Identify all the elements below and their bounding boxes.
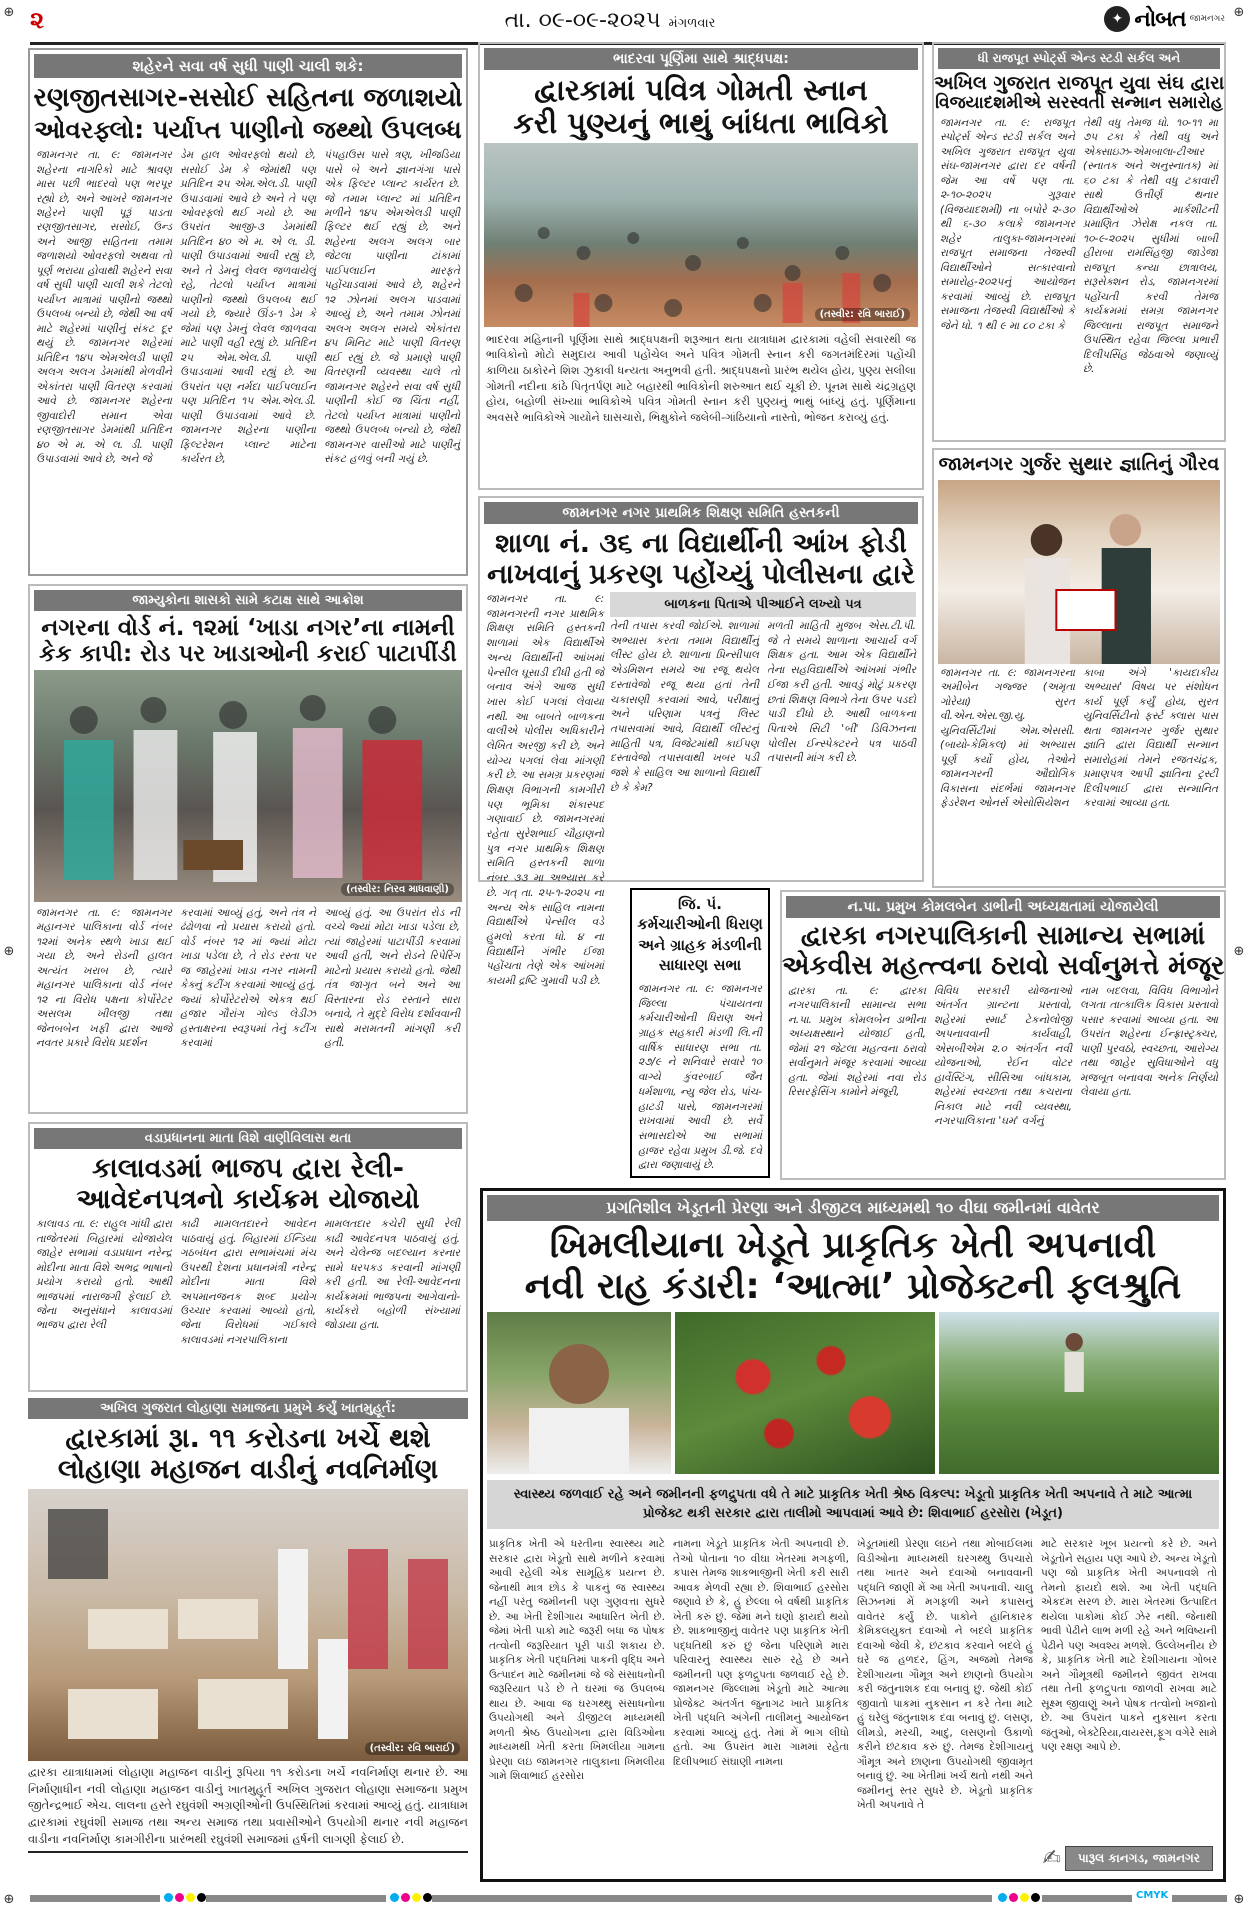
page-number: ૨ [30,6,45,34]
article-column: પંપહાઉસ પાસે ત્રણ, ખીજડિયા પાસે બે અને જ્ઞાનગંગા પાસે એક ફિલ્ટર પ્લાન્ટ કાર્યરત છે. જે તમામ પ્લાન્ટ માં પ્રતિદિન મળીને ૧૪૫ એમએલડી પાણી ફિલ્ટર થઈ રહ્યું છે, અને શહેરના અલગ અલગ બાર જેટલા પાણીના ટાંકામાં પાઈપલાઈન મારફતે પહોંચાડવામાં આવે છે, શહેરને ૧૨ ઝોનમાં અલગ પાડવામાં આવ્યું છે, અને તમામ ઝોનમાં અલગ અલગ સમયે એકાંતરા ૪૫ મિનિટ માટે પાણી વિતરણ થઈ રહ્યું છે. જે પ્રમાણે પાણી વિતરણની વ્યવસ્થા ચાલે તો જામનગર શહેરને સવા વર્ષ સુધી પાણીની કોઈ જ ચિંતા નહીં, તેટલો પર્યાપ્ત માત્રામાં પાણીનો જથ્થો ઉપલબ્ધ બન્યો છે, જેથી જામનગર વાસીઓ માટે પાણીનું સંકટ હળવું બની ગયું છે. [324,149,460,466]
registration-mark-icon: ⊕ [3,944,15,959]
byline-name: પારૂલ કાનગડ, જામનગર [1065,1846,1213,1871]
headline-line-2: કરી પુણ્યનું ભાથું બાંધતા ભાવિકો [513,106,889,141]
headline-line-2: એકવીસ મહત્ત્વના ઠરાવો સર્વાનુમત્તે મંજૂર [782,950,1225,981]
headline-line-2: વિજયાદશમીએ સરસ્વતી સન્માન સમારોહ [935,93,1223,114]
registration-mark-icon: ⊕ [3,5,15,20]
story-lohana [28,1398,468,1886]
swatch-magenta-icon [175,1893,184,1902]
headline-line-1: કાલાવડમાં ભાજપ દ્વારા રેલી- [92,1153,404,1184]
article-column: પ્રાકૃતિક ખેતી એ ધરતીના સ્વાસ્થ્ય માટે સરકાર દ્વારા ખેડૂતો સાથે મળીને કરવામાં આવી રહેલી એક સામૂહિક પ્રયત્ન છે. જેનાથી માત્ર છોડ કે પાકનું જ સ્વાસ્થ્ય નહીં પરંતુ જમીનની પણ ગુણવત્તા સુધરે છે. આ ખેતી દેશીગાય આધારિત ખેતી છે. જેમાં ખેતી પાકો માટે જરૂરી બધા જ પોષક તત્વોની જરૂરિયાત પૂરી પાડી શકાય છે. પ્રાકૃતિક ખેતી પદ્ધતિમાં પાકની વૃદ્ધિ અને ઉત્પાદન માટે જમીનમાં જે જે સંસાધનોની જરૂરિયાત પડે છે તે ઘરમાં જ ઉપલબ્ધ થાય છે. આવા જ ઘરગથ્થુ સંસાધનોના ઉપયોગથી અને ડીજીટલ માધ્યમથી મળતી શ્રેષ્ઠ ઉપયોગના દ્વારા વિડિઓના માધ્યમથી ખેતી કરતા ખિમલીયા ગામના પ્રેરણા લઇ જામનગર તાલુકાના ખિમલીયા ગામે શિવાભાઈ હરસોરા [489,1538,665,1783]
article-column: જામનગર તા. ૯: જામનગરની નગર પ્રાથમિક શિક્ષણ સમિતિ હસ્તકની શાળામાં એક વિદ્યાર્થીએ અન્ય વિદ્યાર્થીની આંખમાં પેન્સીલ ઘૂસાડી દીધી હતી જે બનાવ અંગે આજ સુધી ખાસ કોઈ પગલાં લેવાયા નથી. આ બાબતે બાળકના વાલીએ પોલીસ અધિકારીને લેખિત અરજી કરી છે, અને યોગ્ય પગલાં લેવા માંગણી કરી છે. આ સમગ્ર પ્રકરણમાં શિક્ષણ વિભાગની કામગીરી પણ ભૂમિકા શંકાસ્પદ ગણાવાઈ છે. જામનગરમાં રહેતા સુરેશભાઈ ચૌહાણનો પુત્ર નગર પ્રાથમિક શિક્ષણ સમિતિ હસ્તકની શાળા નંબર ૩૩ મા અભ્યાસ કરે છે. ગત્ તા. ૨૫-૧-૨૦૨૫ ના અન્ય એક સાહિલ નામના વિદ્યાર્થીએ પેન્સીલ વડે હુમલો કરતા ધો. ૪ ના વિદ્યાર્થીને ગંભીર ઈજા પહોંચતા તેણે એક આંખમાં કાયમી દ્રષ્ટિ ગુમાવી પડી છે. [486,593,604,987]
article-column: મામલતદાર કચેરી સુધી રેલી કાઢી આવેદનપત્ર પાઠવાયું હતું. અને ચેલેન્જ બદલ્યાન કરનાર સામે ધરપકડ કરવાની માંગણી કરી હતી. આ રેલી-આવેદનના કાર્યક્રમમાં ભાજપના આગેવાનો-કાર્યકરો બહોળી સંખ્યામાં જોડાયા હતા. [324,1218,460,1332]
kicker: અખિલ ગુજરાત લોહાણા સમાજના પ્રમુખે કર્યું ખાતમુહૂર્ત: [28,1398,468,1419]
headline-line-2: કેક કાપી: રોડ પર ખાડાઓની કરાઈ પાટાપીંડી [39,641,457,668]
article-body [30,904,466,1076]
article-column: દ્વારકા તા. ૯: દ્વારકા નગરપાલિકાની સામાન્ય સભા ન.પા. પ્રમુખ કોમલબેન ડાભીના અધ્યક્ષસ્થાને યોજાઈ હતી, જેમાં ૨૧ જેટલા મહત્વના ઠરાવો સર્વાનુમતે મંજૂર કરવામાં આવ્યા હતા. જેમાં શહેરમાં નવા રોડ રિસરફેસિંગ કામોને મંજૂરી, [788,984,926,1099]
swatch-yellow-icon [412,1893,421,1902]
article-column: જામનગર તા. ૯: જામનગર મહાનગર પાલિકાના વોર્ડ નંબર ૧૨માં અનેક સ્થળે ખાડા થઈ ગયા છે, અને રોડની હાલત અત્યંત ખરાબ છે, ત્યારે મહાનગર પાલિકાના વોર્ડ નંબર ૧૨ ના વિરોધ પક્ષના કોર્પોરેટર અસલમ ખીલજી તથા જેનબબેન ખફી દ્વારા આજે નવતર પ્રકારે વિરોધ પ્રદર્શન [36,906,172,1050]
print-bar [1172,1895,1227,1902]
headline-line-1: અખિલ ગુજરાત રાજપૂત યુવા સંઘ દ્વારા [934,73,1225,94]
photo-gomti-ghat [484,143,918,327]
article-column: મળતી માહિતી મુજબ એસ.ટી.પી. જે તે સમયે શાળાના આચાર્ય વર્ગ શિક્ષક હતા. આમ એક વિદ્યાર્થીને તેના સહવિદ્યાર્થીએ આંખમાં ગંભીર ઈજા કરી હતી. આવડું મોટું પ્રકરણ છતાં શિક્ષણ વિભાગે તેના ઉપર પડદો પાડી દીધો છે. આથી બાળકના પિતાએ સિટી 'બી' ડિવિઝનના પોલીસ ઈન્સ્પેક્ટરને પત્ર પાઠવી તપાસની માંગ કરી છે. [767,620,916,765]
byline [1043,1846,1213,1871]
newspaper-logo [1104,6,1225,32]
photo-bhoomi-pujan [28,1489,468,1761]
story-ward12 [28,584,468,1114]
masthead [30,6,1225,40]
swatch-magenta-icon [401,1893,410,1902]
print-bar [1042,1895,1132,1902]
story-sutar [932,448,1226,888]
kicker: જામ્યુકોના શાસકો સામે કટાક્ષ સાથે આક્રોશ [34,590,462,611]
cmyk-label [1136,1890,1168,1901]
story-kalavad [28,1122,468,1392]
kicker: વડાપ્રધાનના માતા વિશે વાણીવિલાસ થતા [34,1128,462,1149]
article-column: ખેડૂતમાંથી પ્રેરણા લઇને તથા મોબાઈલમાં વિડીઓના માધ્યમથી ઘરગથ્થુ ઉપચારો તથા ખાતર અને દવાઓ બનાવવાની પદ્ધતિ જાણી મેં આ ખેતી અપનાવી. ચાલુ સિઝનમાં મેં મગફળી અને કપાસનું વાવેતર કર્યું છે. પાકોને હાનિકારક કેમિકલયુક્ત દવાઓ ને બદલે પ્રાકૃતિક દવાઓ જેવી કે, છંટકાવ કરવાને બદલે હું ઘરે જ હળદર, હિંગ, અજમો તેમજ દેશીગાયના ગૌમૂત્ર અને છાણનો ઉપયોગ કરી જંતુનાશક દવા બનાવું છું. જેથી કોઈ જીવાતો પાકમાં નુકસાન ન કરે તેના માટે હું ઘરેલું જંતુનાશક દવા બનાવું છું. લસણ, લીમડો, મરચી, આદું, લસણનો ઉકાળો કરીને છંટકાવ કરું છું. તેમજ દેશીગાયનું ગૌમૂત્ર અને છાણના ઉપયોગથી જીવામૃત બનાવું છું. આ ખેતીમાં ખર્ચ થતો નથી અને જમીનનું સ્તર સુધરે છે. ખેડૂતો પ્રાકૃતિક ખેતી અપનાવે તે [857,1538,1033,1812]
article-column: માટે સરકાર ખૂબ પ્રયત્નો કરે છે. અને ખેડૂતોને સહાય પણ આપે છે. અન્ય ખેડૂતો પણ જો પ્રાકૃતિક ખેતી અપનાવશે તો તેમનો ફાયદો થશે. આ ખેતી પદ્ધતિ એકદમ સરળ છે. મારા ખેતરમાં ઉત્પાદિત થયેલા પાકોમાં કોઈ ઝેર નથી. જેનાથી ભાવી પેઢીને લાભ મળી રહે અને ભવિષ્યની પેઢીને પણ અવશ્ય મળશે. ઉલ્લેખનીય છે કે, પ્રાકૃતિક ખેતી માટે દેશીગાયના ગોબર અને ગૌમૂત્રથી જમીનને જીવંત રાખવા તથા તેની ફળદ્રુપતા જાળવી રાખવા માટે સૂક્ષ્મ જીવાણું અને પોષક તત્વોનો ખજાનો છે. આ ઉપરાંત પાકને નુકસાન કરતા જંતુઓ, બેક્ટેરિયા,વાયરસ,ફૂગ વગેરે સામે પણ રક્ષણ આપે છે. [1041,1538,1217,1754]
headline: જામનગર ગુર્જર સુથાર જ્ઞાતિનું ગૌરવ [938,453,1220,475]
photo-credit: (તસ્વીર: રવિ બારાઈ) [365,1742,460,1755]
headline-line-1: દ્વારકામાં રૂા. ૧૧ કરોડના ખર્ચે થશે [65,1423,431,1454]
registration-mark-icon: ⊕ [3,1892,15,1907]
color-swatches [390,1893,432,1902]
weekday: મંગળવાર [668,16,716,31]
article-column: તેથી વધુ તેમજ ધો. ૧૦-૧૧ મા ૭૫ ટકા કે તેથી વધુ અને એક્સાઇઝ-એમબાલા-ટીઆર (સ્નાતક અને અનુસ્નાતક) માં ૬૦ ટકા કે તેથી વધુ ટકાવારી સાથે ઉત્તીર્ણ થનાર વિદ્યાર્થીઓએ માર્કશીટની પ્રમાણિત ઝેરોક્ષ નકલ તા. ૧૦-૯-૨૦૨૫ સુધીમાં બાબી હીરાબા રામસિંહજી જાડેજા રાજપૂત કન્યા છાત્રાલય, સરૂસેક્શન રોડ, જામનગરમાં પહોંચતી કરવી તેમજ કાર્યક્રમમાં સમગ્ર જામનગર જિલ્લાના રાજપૂત સમાજને ઉપસ્થિત રહેવા જિલ્લા પ્રભારી દિલીપસિંહ જેઠવાએ જણાવ્યું છે. [1083,116,1218,376]
color-swatches [164,1893,206,1902]
logo-text: નોબત [1134,6,1186,32]
award-illustration [938,480,1220,664]
article-column: ડેમ હાલ ઓવરફ્લો થયો છે, સસોઈ ડેમ કે જેમાંથી પણ પ્રતિદિન ૨૫ એમ.એલ.ડી. પાણી ઉપાડવામાં આવે છે અને તે પણ ઓવરફ્લો થઈ ગયો છે. આ ઉપરાંત આજી-૩ ડેમમાંથી પ્રતિદિન ૪૦ એ મ. એ લ. ડી. પાણી ઉપાડવામાં આવી રહ્યું છે, અને તે ડેમનું લેવલ જળવાયેલું રહે, તેટલો પર્યાપ્ત માત્રામાં પાણીનો જથ્થો ઉપલબ્ધ થઈ ગયો છે, જ્યારે ઊંડ-૧ ડેમ કે જેમાં પણ ડેમનું લેવલ જાળવવા માટે પાણી વહી રહ્યું છે. પ્રતિદિન ૨૫ એમ.એલ.ડી. પાણી ઉપાડવામાં આવી રહ્યું છે. આ ઉપરાંત પણ નર્મદા પાઈપલાઈન પણ પ્રતિદિન ૧૫ એમ.એલ.ડી. પાણી ઉપાડવામાં આવે છે. જામનગર શહેરના પાણીના ફિલ્ટરેશન પ્લાન્ટ માટેના કાર્યરત છે, [180,149,316,466]
article-column: જામનગર તા. ૯: જામનગર શહેરના નાગરિકો માટે શ્રાવણ માસ પછી ભાદરવો પણ ભરપૂર રહ્યો છે, અને આખરે જામનગર શહેરને પાણી પૂરૂં પાડતા રણજીતસાગર, સસોઈ, ઉન્ડ અને આજી સહિતના તમામ જળાશયો ઓવરફ્લો અથવા તો પૂર્ણ ભરાયા હોવાથી શહેરને સવા વર્ષ સુધી પાણી ચાલી શકે તેટલો પર્યાપ્ત માત્રામાં પાણીનો જથ્થો ઉપલબ્ધ બન્યો છે, જેથી આ વર્ષ માટે શહેરમાં પાણીનું સંકટ દૂર થયું છે. જામનગર શહેરમાં પ્રતિદિન ૧૪૫ એમએલડી પાણી અલગ અલગ ડેમમાંથી મેળવીને એકાંતરા પાણી વિતરણ કરવામાં આવે છે. જામનગર શહેરના જીવાદોરી સમાન એવા રણજીતસાગર ડેમમાંથી પ્રતિદિન ૪૦ એ મ. એ લ. ડી. પાણી ઉપાડવામાં આવે છે, અને જે [36,149,172,466]
inset-letter [610,592,916,858]
article-column: તેની તપાસ કરવી જોઈએ. શાળામાં અભ્યાસ કરતા તમામ વિદ્યાર્થીનું લીસ્ટ હોય છે. શાળાના પ્રિન્સીપાલ એડમિશન સમયે આ રજૂ થયેલ દસ્તાવેજો રજૂ થયા હતાં તેની ચકાસણી કરવામાં આવે, પરીક્ષાનું અને પરિણામ પત્રનું લિસ્ટ તપાસવામાં આવે, વિદ્યાર્થી લીસ્ટનું માહિતી પત્ર, વિજેટમાંથી કાઈપણ દસ્તાવેજો તપાસવાથી ખબર પડી જશે કે સાહિલ આ શાળાનો વિદ્યાર્થી છે કે કેમ? [610,620,759,794]
swatch-cyan-icon [390,1893,399,1902]
story-jp-employees [630,888,770,1178]
photo-farmer-portrait [487,1312,671,1474]
swatch-yellow-icon [1020,1893,1029,1902]
headline: જિ. પં. કર્મચારીઓની ધિરાણ અને ગ્રાહક મંડળીની સાધારણ સભા [637,895,763,974]
photo-award [938,480,1220,664]
article-column: કરવામાં આવ્યું હતું, અને તંત્ર ને ઢંઢોળવા નો પ્રયાસ કરાયો હતો. વોર્ડ નંબર ૧૨ માં જ્યાં મોટા ખાડા પડેલા છે, તે રોડ રસ્તા પર જ જાહેરમાં ખાડા નગર નામની કેક્નું કટીંગ કરવામાં આવ્યું હતું. જ્યાં કોર્પોરેટરોએ એકત્ર થઈ હજાર ગૌરાંગ ગોલ્ડ લેડીઝ હસ્તાક્ષરના સ્વરૂપમાં તેનું કટીંગ કરવામાં [180,906,316,1050]
cmyk-text: CMYK [1136,1890,1169,1901]
headline-line-1: શાળા નં. ૩૬ ના વિદ્યાર્થીની આંખ ફોડી [495,528,907,559]
headline-line-2: લોહાણા મહાજન વાડીનું નવનિર્માણ [57,1454,439,1486]
article-body [934,114,1224,414]
kicker: શહેરને સવા વર્ષ સુધી પાણી ચાલી શકે: [34,54,462,78]
article-body [30,1215,466,1363]
article-body: જામનગર તા. ૯: જામનગર જિલ્લા પંચાયતના કર્મચારીઓની ધિરાણ અને ગ્રાહક સહકારી મંડળી લિ.ની વાર્ષિક સાધારણ સભા તા. ૨૭/૯ ને શનિવારે સવારે ૧૦ વાગ્યે કુંવરબાઈ જૈન ધર્મશાળા, ન્યુ જેલ રોડ, પાંચ-હાટડી પાસે, જામનગરમાં રાખવામાં આવી છે. સર્વે સભાસદોએ આ સભામાં હાજર રહેવા પ્રમુખ ડી.જે. દવે દ્વારા જણાવાયું છે. [638,983,762,1172]
article-body [30,146,466,530]
kicker: ન.પા. પ્રમુખ કોમલબેન ડાભીની અધ્યક્ષતામાં યોજાયેલી [786,896,1220,918]
swatch-cyan-icon [164,1893,173,1902]
farmer-illustration [487,1312,671,1474]
registration-mark-icon: ⊕ [1233,944,1245,959]
photo-cake-cutting [34,670,462,902]
article-body [782,982,1224,1154]
story-farmer [480,1188,1226,1882]
registration-mark-icon: ⊕ [1233,1892,1245,1907]
article-column: જામનગર તા. ૯: રાજપૂત સ્પોર્ટ્સ એન્ડ સ્ટડી સર્કલ અને અખિલ ગુજરાત રાજપૂત યુવા સંઘ-જામનગર દ્વારા દર વર્ષની જેમ આ વર્ષે પણ તા. ૨-૧૦-૨૦૨૫ ગુરૂવાર (વિજયાદશમી) ના બપોરે ૨-૩૦ થી ૬-૩૦ કલાકે જામનગર શહેર તાલુકા-જામનગરમાં રાજપૂત સમાજના તેજસ્વી વિદ્યાર્થીઓને સત્કારવાનો સમારોહ-૨૦૨૫નું આયોજન કરવામાં આવ્યું છે. રાજપૂત સમાજના તેજસ્વી વિદ્યાર્થીઓ કે જેને ધો. ૧ થી ૯ મા ૮૦ ટકા કે [940,116,1075,332]
field-illustration [939,1312,1219,1474]
photo-credit: (તસ્વીર: નિરવ માધવાણી) [341,883,454,896]
date: તા. ૦૯-૦૯-૨૦૨૫ [504,8,661,33]
article-column: કાઢી મામલતદારને આવેદન પાઠવાયું હતું. બિહારમાં ઈન્ડિયા ગઠબંધન દ્વારા સભામંચમાં મંચ ઉપરથી દેશના પ્રધાનમંત્રી નરેન્દ્ર મોદીના માતા વિશે અપમાનજનક શબ્દ પ્રયોગ ઉચ્ચાર કરવામાં આવ્યો હતો, જેના વિરોધમાં ગઈકાલે કાલાવડમાં નગરપાલિકાના [180,1218,316,1346]
headline-line-1: દ્વારકામાં પવિત્ર ગોમતી સ્નાન [534,73,868,107]
kicker: જામનગર નગર પ્રાથમિક શિક્ષણ સમિતિ હસ્તકની [484,502,918,524]
photo-chilli-crop [675,1312,935,1474]
swatch-black-icon [1031,1893,1040,1902]
print-bar [206,1895,386,1902]
color-swatches [998,1893,1040,1902]
crowd-illustration [484,143,918,327]
article-column: જામનગર તા. ૯: જામનગરના અમીબેન ગજ્જર (અમૃતા ગોરેયા) સુરત વી.એન.એસ.જી.યુ. યુનિવર્સિટીમાં એમ.એસસી. (બાયો-કેમિકલ) માં અભ્યાસ પૂર્ણ કર્યો હોય, તેઓને જામનગરની ઔદ્યોગિક વિકાસના સંદર્ભમાં જામનગર ફેડરેશન ઓનર્સ એસોસિયેશન [940,666,1075,810]
headline-line-2: આવેદનપત્રનો કાર્યક્રમ યોજાયો [76,1184,420,1216]
article-body: ભાદરવા મહિનાની પૂર્ણિમા સાથે શ્રાદ્ધપક્ષની શરૂઆત થતા યાત્રાધામ દ્વારકામાં વહેલી સવારથી જ ભાવિકોનો મોટો સમુદાય આવી પહોંચેલ અને પવિત્ર ગોમતી સ્નાન કરી જગતમંદિરમાં પહોંચી કાળિયા ઠાકોરને શિશ ઝુકાવી ધન્યતા અનુભવી હતી. શ્રાદ્ધપક્ષનો પ્રારંભ થયેલ હોય, પુણ્ય સલીલા ગોમતી નદીના કાંઠે પિતૃતર્પણ માટે બહારથી ભાવિકોની શરુઆત થઈ ચૂકી છે. પૂનમ સાથે ચંદ્રગ્રહણ હોય, બહોળી સંખ્યાાં ભાવિકોએ પવિત્ર ગોમતી સ્નાન કરી પુણ્યનું ભાથું બાંધ્યું હતું. પૂર્ણિમાના અવસરે ભાવિકોએ ગાયોને ઘાસચારો, ભિક્ષુકોને જલેબી-ગાંઠિયાનો નાસ્તો, ભોજન કરાવ્યું હતું. [486,332,916,424]
story-water [28,48,468,576]
kicker: પ્રગતિશીલ ખેડૂતની પ્રેરણા અને ડીજીટલ માધ્યમથી ૧૦ વીઘા જમીનમાં વાવેતર [487,1195,1219,1221]
headline-line-1: રણજીતસાગર-સસોઈ સહિતના જળાશયો [33,83,463,113]
logo-emblem-icon: ✦ [1104,6,1130,32]
photo-credit: (તસ્વીર: રવિ બારાઈ) [815,308,910,321]
swatch-magenta-icon [1009,1893,1018,1902]
crowd-illustration [34,670,462,902]
swatch-cyan-icon [998,1893,1007,1902]
kicker: ભાદરવા પૂર્ણિમા સાથે શ્રાદ્ધપક્ષ: [484,48,918,70]
print-bar [30,1895,160,1902]
photo-field [939,1312,1219,1474]
article-column: વિવિધ સરકારી યોજનાઓ અંતર્ગત ગ્રાન્ટના પ્રસ્તાવો, શહેરમાં સ્માર્ટ ટેકનોલોજી અપનાવવાની કાર્યવાહી, એસબીએમ ૨.૦ અંતર્ગત નવી યોજનાઓ, રેઈન વોટર હાર્વેસ્ટિંગ, સીસિઆ બાંધકામ, શહેરમાં સ્વચ્છતા તથા કચરાના નિકાલ માટે નવી વ્યવસ્થા, નગરપાલિકાના 'ઘમ' વર્ગનું [934,984,1072,1128]
headline-line-2: નવી રાહ કંડારી: ‘આત્મા’ પ્રોજેક્ટની ફલશ્રુતિ [524,1266,1182,1308]
headline-line-2: નાખવાનું પ્રકરણ પહોંચ્યું પોલીસના દ્વારે [487,559,915,591]
story-rule [28,1851,468,1853]
pull-quote: સ્વાસ્થ્ય જળવાઈ રહે અને જમીનની ફળદ્રુપતા વધે તે માટે પ્રાકૃતિક ખેતી શ્રેષ્ઠ વિકલ્પ: ખેડૂતો પ્રાકૃતિક ખેતી અપનાવે તે માટે આત્મા પ્રોજેક્ટ થકી સરકાર દ્વારા તાલીમો આપવામાં આવે છે: શિવાભાઈ હરસોરા (ખેડૂત) [487,1480,1219,1530]
registration-mark-icon: ⊕ [1233,5,1245,20]
kicker: ધી રાજપૂત સ્પોર્ટ્સ એન્ડ સ્ટડી સર્કલ અને [938,48,1220,69]
headline-line-1: દ્વારકા નગરપાલિકાની સામાન્ય સભામાં [800,921,1206,951]
article-body [483,1535,1223,1847]
swatch-black-icon [197,1893,206,1902]
story-dwarka-gomti [478,42,924,490]
pen-icon: ✍ [1042,1846,1061,1871]
story-rajput [932,42,1226,442]
article-column: આવ્યું હતું. આ ઉપરાંત રોડ ની વચ્ચે જ્યાં મોટા ખાડા પડેલા છે, ત્યાં જાહેરમાં પાટાપીંડી કરવામાં આવી હતી, અને રોડને રિપેરિંગ માટેનો પ્રયાસ કરાયો હતો. જેથી તંત્ર જાગૃત બને અને આ વિસ્તારના રોડ રસ્તાને સારા બનાવે, તે મુદ્દે વિરોધ દર્શાવવાની સાથે મરામતની માંગણી કરી હતી. [324,906,460,1050]
article-column: કાબા અંગે 'કાયદાકીય અભ્યાસ' વિષય પર સંશોધન કાર્ય પૂર્ણ કર્યું હોય, સુરત યુનિવર્સિટીનો ફર્સ્ટ ક્લાસ પાસ થતા જામનગર ગુર્જર સુથાર જ્ઞાતિ દ્વારા વિદ્યાર્થી સન્માન સમારોહમાં તેમને રજતચંદ્રક, પ્રમાણપત્ર આપી જ્ઞાતિના ટ્રસ્ટી દિલીપભાઈ દ્વારા સન્માનિત કરવામાં આવ્યા હતા. [1083,666,1218,810]
story-nagarpalika [780,890,1226,1180]
headline-line-1: ખિમલીયાના ખેડૂતે પ્રાકૃતિક ખેતી અપનાવી [549,1225,1157,1266]
article-body [934,664,1224,878]
inset-kicker: બાળકના પિતાએ પીઆઈને લખ્યો પત્ર [610,592,916,617]
headline-line-1: નગરના વોર્ડ નં. ૧૨માં ‘ખાડા નગર’ના નામની [41,615,455,641]
article-column: નામ બદલવા, વિવિધ વિભાગોને લગતા તાત્કાલિક વિકાસ પ્રસ્તાવો પસાર કરવામાં આવ્યા હતા. આ ઉપરાંત શહેરના ઈન્ફ્રાસ્ટ્રક્ચર, પાણી પુરવઠો, સ્વચ્છતા, આરોગ્ય તથા જાહેર સુવિધાઓને વધુ મજબૂત બનાવવા અનેક નિર્ણયો લેવાયા હતા. [1080,984,1218,1099]
article-column: કાલાવડ તા. ૯: રાહુલ ગાંધી દ્વારા તાજેતરમાં બિહારમાં યોજાયેલ જાહેર સભામાં વડાપ્રધાન નરેન્દ્ર મોદીના માતા વિશે અભદ્ર ભાષાનો પ્રયોગ કરાયો હતો. આથી ભાજપમાં નારાજગી ફેલાઈ છે. જેના અનુસંધાને કાલાવડમાં ભાજપ દ્વારા રેલી [36,1218,172,1332]
article-body: દ્વારકા યાત્રાધામમાં લોહાણા મહાજન વાડીનું રૂપિયા ૧૧ કરોડના ખર્ચે નવનિર્માણ થનાર છે. આ નિર્માણાધીન નવી લોહાણા મહાજન વાડીનું ખાતમુહૂર્ત અખિલ ગુજરાત લોહાણા સમાજના પ્રમુખ જીતેન્દ્રભાઈ એચ. લાલના હસ્તે રઘુવંશી અગ્રણીઓની ઉપસ્થિતિમાં કરવામાં આવ્યું હતું. યાત્રાધામ દ્વારકામાં રઘુવંશી સમાજ તથા અન્ય સમાજ તથા પ્રવાસીઓને ઉપયોગી થનાર નવી મહાજન વાડીના નવનિર્માણ કામગીરીના પ્રારંભથી રઘુવંશી સમાજમાં હર્ષની લાગણી ફેલાઈ છે. [28,1765,468,1846]
logo-city: જામનગર [1189,14,1225,24]
print-bar [432,1895,992,1902]
photo-strip [487,1312,1219,1474]
ceremony-illustration [28,1489,468,1761]
swatch-yellow-icon [186,1893,195,1902]
headline-line-2: ઓવરફ્લો: પર્યાપ્ત પાણીનો જથ્થો ઉપલબ્ધ [34,114,462,144]
swatch-black-icon [423,1893,432,1902]
dateline [330,8,890,33]
article-column: નામના ખેડૂતે પ્રાકૃતિક ખેતી અપનાવી છે. તેઓ પોતાના ૧૦ વીઘા ખેતરમાં મગફળી, કપાસ તેમજ શાકભાજીની ખેતી કરી સારી આવક મેળવી રહ્યા છે. શિવાભાઈ હરસોરા જણાવે છે કે, હું છેલ્લા બે વર્ષથી પ્રાકૃતિક ખેતી કરું છું. જેમાં મને ઘણો ફાયદો થયો છે. શાકભાજીનું વાવેતર પણ પ્રાકૃતિક ખેતી પદ્ધતિથી કરું છું જેના પરિણામે મારા પરિવારનું સ્વાસ્થ્ય સારું રહે છે અને જમીનની પણ ફળદ્રુપતા જળવાઈ રહે છે. જામનગર જિલ્લામાં ખેડૂતો માટે આત્મા પ્રોજેક્ટ અંતર્ગત જુનાગઢ ખાતે પ્રાકૃતિક ખેતી પદ્ધતિ અંગેની તાલીમનું આયોજન કરવામાં આવ્યું હતું. તેમાં મેં ભાગ લીધો હતો. આ ઉપરાંત મારા ગામમાં રહેતા દિલીપભાઈ સંઘાણી નામના [673,1538,849,1768]
